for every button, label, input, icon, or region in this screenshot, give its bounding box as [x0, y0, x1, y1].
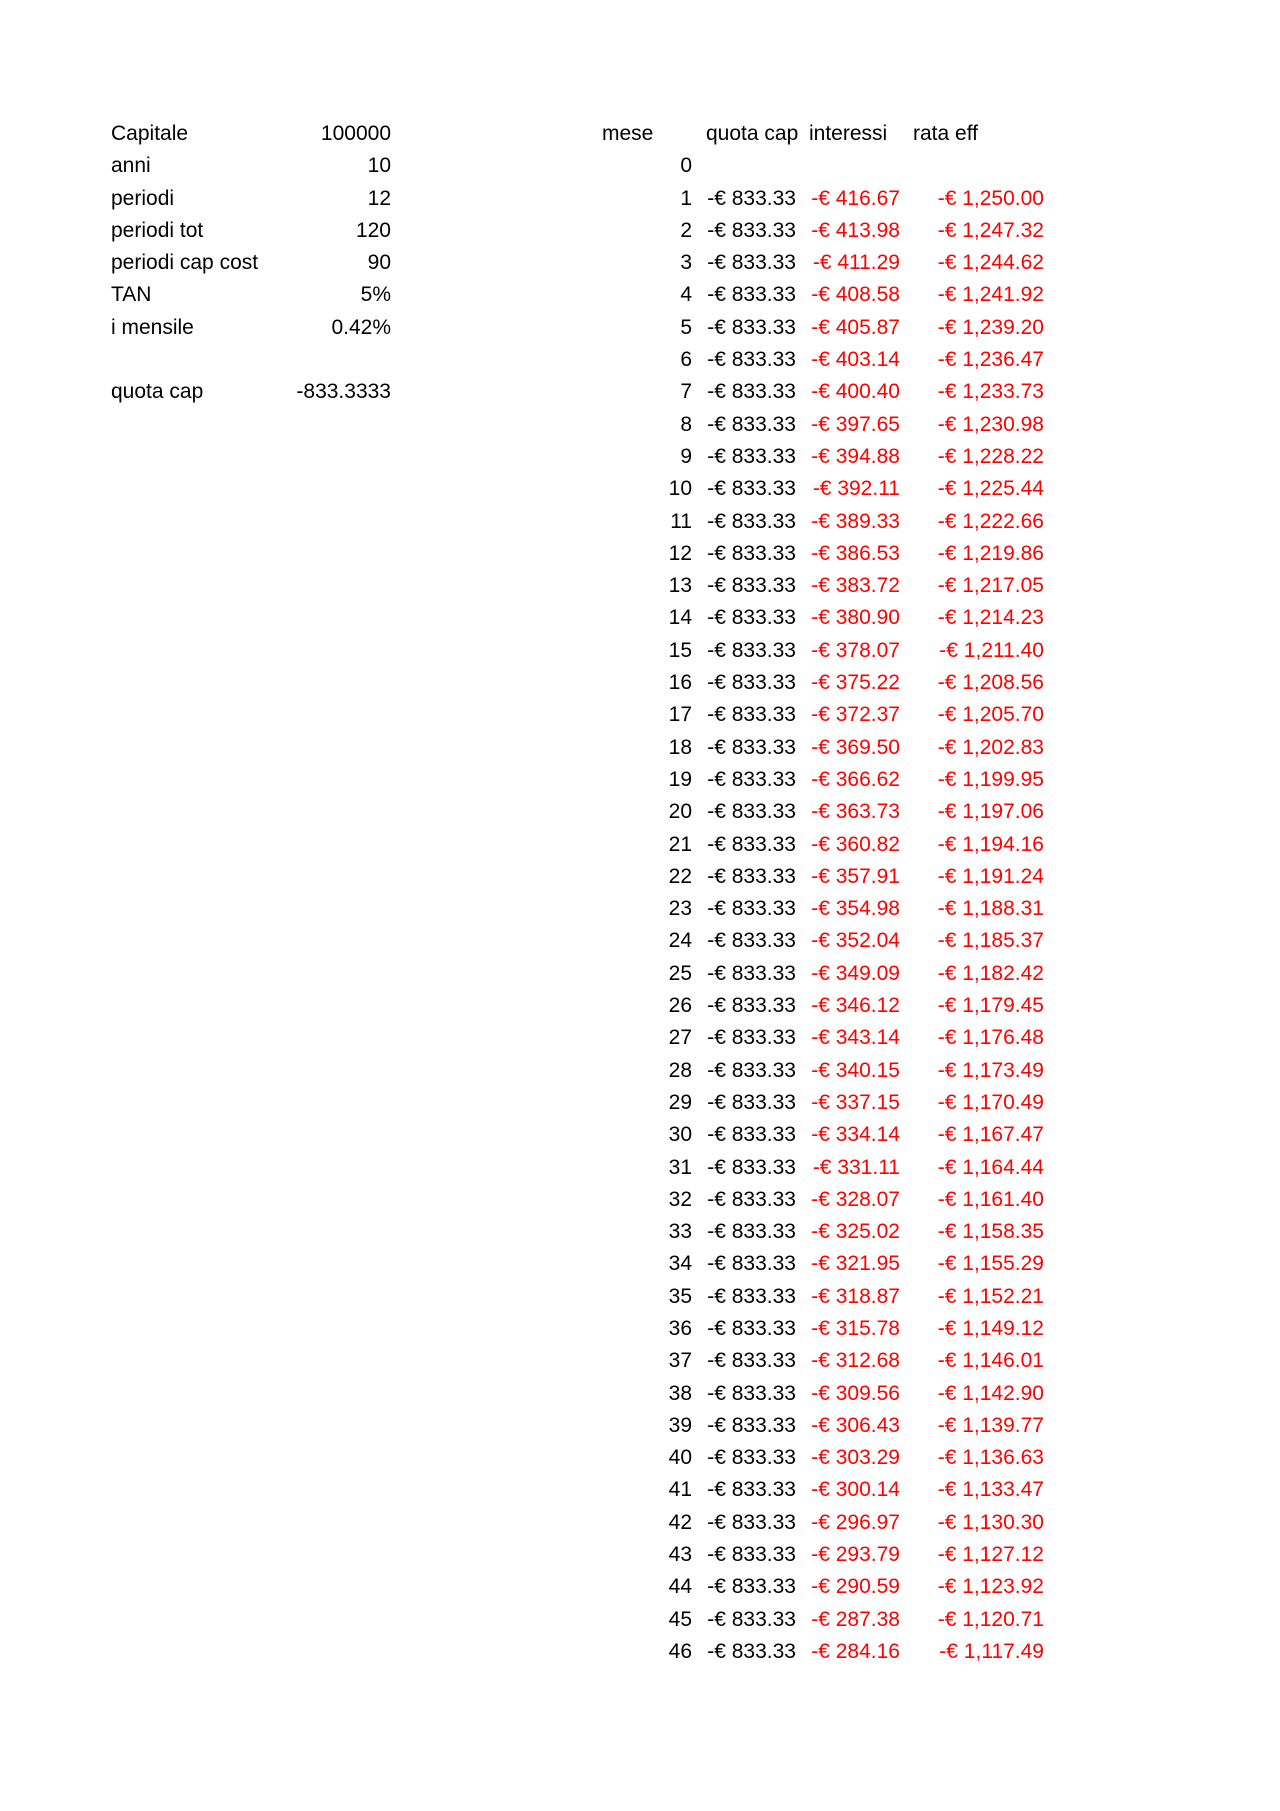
- cell-rata-eff: -€ 1,139.77: [937, 1413, 1044, 1437]
- cell-mese: 2: [680, 218, 692, 242]
- cell-mese: 24: [668, 929, 692, 953]
- param-value: 100000: [320, 122, 391, 145]
- cell-rata-eff: -€ 1,208.56: [937, 671, 1044, 695]
- cell-rata-eff: -€ 1,133.47: [937, 1478, 1044, 1502]
- cell-interessi: -€ 321.95: [811, 1252, 900, 1276]
- cell-rata-eff: -€ 1,211.40: [939, 638, 1044, 662]
- table-row: [590, 829, 1060, 861]
- spacer: [111, 344, 391, 376]
- cell-interessi: -€ 408.58: [811, 283, 900, 307]
- param-label: Capitale: [111, 122, 189, 145]
- cell-mese: 21: [668, 832, 692, 856]
- cell-quota-cap: -€ 833.33: [707, 541, 796, 565]
- cell-interessi: -€ 334.14: [811, 1123, 900, 1147]
- cell-quota-cap: -€ 833.33: [707, 1639, 796, 1663]
- cell-rata-eff: -€ 1,182.42: [937, 961, 1044, 985]
- table-row: [590, 183, 1060, 215]
- table-row: [590, 1378, 1060, 1410]
- cell-quota-cap: -€ 833.33: [707, 1543, 796, 1567]
- table-row: [590, 732, 1060, 764]
- table-row: [590, 1087, 1060, 1119]
- cell-rata-eff: -€ 1,142.90: [937, 1381, 1044, 1405]
- table-row: [590, 344, 1060, 376]
- cell-rata-eff: -€ 1,194.16: [937, 832, 1044, 856]
- cell-interessi: -€ 340.15: [811, 1058, 900, 1082]
- param-label: periodi: [111, 186, 175, 210]
- cell-quota-cap: -€ 833.33: [707, 929, 796, 953]
- cell-mese: 23: [668, 897, 692, 921]
- param-value: 90: [367, 251, 391, 275]
- cell-quota-cap: -€ 833.33: [707, 315, 796, 339]
- table-row: [590, 506, 1060, 538]
- table-row: [590, 473, 1060, 505]
- cell-quota-cap: -€ 833.33: [707, 444, 796, 468]
- table-row: [590, 1604, 1060, 1636]
- amortization-schedule: [590, 118, 1060, 1668]
- cell-mese: 33: [668, 1220, 692, 1244]
- cell-interessi: -€ 325.02: [811, 1220, 900, 1244]
- cell-quota-cap: -€ 833.33: [707, 1220, 796, 1244]
- cell-interessi: -€ 303.29: [811, 1446, 900, 1470]
- cell-quota-cap: -€ 833.33: [707, 1510, 796, 1534]
- cell-quota-cap: -€ 833.33: [707, 1026, 796, 1050]
- cell-quota-cap: -€ 833.33: [707, 1575, 796, 1599]
- cell-mese: 29: [668, 1090, 692, 1114]
- cell-interessi: -€ 380.90: [811, 606, 900, 630]
- cell-mese: 35: [668, 1284, 692, 1308]
- table-row: [590, 376, 1060, 408]
- cell-interessi: -€ 349.09: [811, 961, 900, 985]
- cell-rata-eff: -€ 1,217.05: [937, 574, 1044, 598]
- cell-rata-eff: -€ 1,185.37: [937, 929, 1044, 953]
- param-label: TAN: [111, 283, 152, 307]
- table-row: [590, 861, 1060, 893]
- cell-mese: 31: [668, 1155, 692, 1179]
- cell-quota-cap: -€ 833.33: [707, 348, 796, 372]
- cell-interessi: -€ 372.37: [811, 703, 900, 727]
- cell-quota-cap: -€ 833.33: [707, 897, 796, 921]
- cell-mese: 28: [668, 1058, 692, 1082]
- cell-rata-eff: -€ 1,244.62: [937, 251, 1044, 275]
- table-row: [590, 635, 1060, 667]
- cell-mese: 1: [680, 186, 692, 210]
- cell-interessi: -€ 369.50: [811, 735, 900, 759]
- cell-rata-eff: -€ 1,149.12: [937, 1316, 1044, 1340]
- cell-interessi: -€ 346.12: [811, 994, 900, 1018]
- cell-interessi: -€ 309.56: [811, 1381, 900, 1405]
- cell-rata-eff: -€ 1,250.00: [937, 186, 1044, 210]
- cell-interessi: -€ 296.97: [811, 1510, 900, 1534]
- cell-quota-cap: -€ 833.33: [707, 961, 796, 985]
- cell-mese: 10: [668, 477, 692, 501]
- cell-mese: 7: [680, 380, 692, 404]
- header-quota-cap: quota cap: [706, 122, 799, 145]
- schedule-row-zero: [590, 150, 1060, 182]
- param-label: i mensile: [111, 315, 194, 339]
- cell-mese: 37: [668, 1349, 692, 1373]
- cell-interessi: -€ 383.72: [811, 574, 900, 598]
- cell-mese: 38: [668, 1381, 692, 1405]
- table-row: [590, 1055, 1060, 1087]
- table-row: [590, 990, 1060, 1022]
- table-row: [590, 1281, 1060, 1313]
- cell-rata-eff: -€ 1,146.01: [937, 1349, 1044, 1373]
- cell-mese: 13: [668, 574, 692, 598]
- cell-quota-cap: -€ 833.33: [707, 1381, 796, 1405]
- param-value: 12: [367, 186, 391, 210]
- cell-quota-cap: -€ 833.33: [707, 1478, 796, 1502]
- cell-mese: 5: [680, 315, 692, 339]
- cell-interessi: -€ 378.07: [811, 638, 900, 662]
- cell-mese: 26: [668, 994, 692, 1018]
- table-row: [590, 796, 1060, 828]
- cell-mese: 36: [668, 1316, 692, 1340]
- table-row: [590, 667, 1060, 699]
- table-row: [590, 1184, 1060, 1216]
- cell-interessi: -€ 331.11: [812, 1155, 900, 1179]
- param-row: [111, 150, 391, 182]
- cell-mese: 40: [668, 1446, 692, 1470]
- cell-interessi: -€ 357.91: [811, 864, 900, 888]
- cell-quota-cap: -€ 833.33: [707, 509, 796, 533]
- cell-quota-cap: -€ 833.33: [707, 864, 796, 888]
- table-row: [590, 1474, 1060, 1506]
- schedule-rows: [590, 183, 1060, 1669]
- cell-quota-cap: -€ 833.33: [707, 1446, 796, 1470]
- cell-rata-eff: -€ 1,120.71: [937, 1607, 1044, 1631]
- cell-rata-eff: -€ 1,236.47: [937, 348, 1044, 372]
- table-row: [590, 764, 1060, 796]
- cell-mese: 18: [668, 735, 692, 759]
- param-label: anni: [111, 154, 151, 178]
- cell-interessi: -€ 328.07: [811, 1187, 900, 1211]
- cell-rata-eff: -€ 1,222.66: [937, 509, 1044, 533]
- cell-rata-eff: -€ 1,197.06: [937, 800, 1044, 824]
- cell-rata-eff: -€ 1,164.44: [937, 1155, 1044, 1179]
- param-value: 120: [355, 218, 391, 242]
- cell-rata-eff: -€ 1,241.92: [937, 283, 1044, 307]
- cell-interessi: -€ 386.53: [811, 541, 900, 565]
- table-row: [590, 1410, 1060, 1442]
- table-row: [590, 1119, 1060, 1151]
- cell-mese: 25: [668, 961, 692, 985]
- cell-rata-eff: -€ 1,161.40: [937, 1187, 1044, 1211]
- cell-quota-cap: -€ 833.33: [707, 1316, 796, 1340]
- cell-mese: 8: [680, 412, 692, 436]
- quota-cap-value: -833.3333: [296, 380, 391, 404]
- table-row: [590, 538, 1060, 570]
- cell-quota-cap: -€ 833.33: [707, 251, 796, 275]
- cell-mese: 39: [668, 1413, 692, 1437]
- table-row: [590, 893, 1060, 925]
- cell-interessi: -€ 416.67: [811, 186, 900, 210]
- cell-interessi: -€ 392.11: [812, 477, 900, 501]
- table-row: [590, 1539, 1060, 1571]
- cell-quota-cap: -€ 833.33: [707, 832, 796, 856]
- cell-rata-eff: -€ 1,205.70: [937, 703, 1044, 727]
- param-row: [111, 247, 391, 279]
- header-interessi: interessi: [809, 122, 888, 145]
- cell-mese: 19: [668, 767, 692, 791]
- cell-mese: 11: [670, 509, 692, 533]
- cell-quota-cap: -€ 833.33: [707, 703, 796, 727]
- cell-interessi: -€ 403.14: [811, 348, 900, 372]
- cell-interessi: -€ 354.98: [811, 897, 900, 921]
- cell-quota-cap: -€ 833.33: [707, 574, 796, 598]
- table-row: [590, 1507, 1060, 1539]
- cell-quota-cap: -€ 833.33: [707, 800, 796, 824]
- cell-mese: 27: [668, 1026, 692, 1050]
- table-row: [590, 570, 1060, 602]
- cell-interessi: -€ 400.40: [811, 380, 900, 404]
- cell-interessi: -€ 300.14: [811, 1478, 900, 1502]
- cell-quota-cap: -€ 833.33: [707, 380, 796, 404]
- cell-rata-eff: -€ 1,191.24: [937, 864, 1044, 888]
- cell-interessi: -€ 363.73: [811, 800, 900, 824]
- table-row: [590, 1216, 1060, 1248]
- cell-rata-eff: -€ 1,123.92: [937, 1575, 1044, 1599]
- cell-quota-cap: -€ 833.33: [707, 218, 796, 242]
- cell-mese: 6: [680, 348, 692, 372]
- cell-interessi: -€ 413.98: [811, 218, 900, 242]
- param-value: 0.42%: [331, 315, 391, 339]
- cell-interessi: -€ 343.14: [811, 1026, 900, 1050]
- cell-mese: 12: [668, 541, 692, 565]
- table-row: [590, 958, 1060, 990]
- cell-rata-eff: -€ 1,176.48: [937, 1026, 1044, 1050]
- cell-quota-cap: -€ 833.33: [707, 638, 796, 662]
- cell-interessi: -€ 287.38: [811, 1607, 900, 1631]
- cell-rata-eff: -€ 1,179.45: [937, 994, 1044, 1018]
- cell-rata-eff: -€ 1,155.29: [937, 1252, 1044, 1276]
- cell-interessi: -€ 318.87: [811, 1284, 900, 1308]
- cell-mese: 4: [680, 283, 692, 307]
- cell-rata-eff: -€ 1,199.95: [937, 767, 1044, 791]
- cell-mese: 45: [668, 1607, 692, 1631]
- cell-quota-cap: -€ 833.33: [707, 606, 796, 630]
- cell-mese: 15: [668, 638, 692, 662]
- cell-rata-eff: -€ 1,127.12: [937, 1543, 1044, 1567]
- cell-quota-cap: -€ 833.33: [707, 1058, 796, 1082]
- cell-mese: 30: [668, 1123, 692, 1147]
- cell-interessi: -€ 375.22: [811, 671, 900, 695]
- param-row: [111, 215, 391, 247]
- cell-rata-eff: -€ 1,214.23: [937, 606, 1044, 630]
- cell-mese: 20: [668, 800, 692, 824]
- cell-quota-cap: -€ 833.33: [707, 767, 796, 791]
- cell-quota-cap: -€ 833.33: [707, 994, 796, 1018]
- cell-quota-cap: -€ 833.33: [707, 1090, 796, 1114]
- cell-quota-cap: -€ 833.33: [707, 1123, 796, 1147]
- cell-quota-cap: -€ 833.33: [707, 1155, 796, 1179]
- header-mese: mese: [602, 122, 654, 145]
- cell-mese: 17: [668, 703, 692, 727]
- cell-mese: 14: [668, 606, 692, 630]
- table-row: [590, 1022, 1060, 1054]
- cell-mese: 43: [668, 1543, 692, 1567]
- cell-rata-eff: -€ 1,247.32: [937, 218, 1044, 242]
- cell-interessi: -€ 315.78: [811, 1316, 900, 1340]
- cell-rata-eff: -€ 1,219.86: [937, 541, 1044, 565]
- cell-quota-cap: -€ 833.33: [707, 671, 796, 695]
- cell-quota-cap: -€ 833.33: [707, 283, 796, 307]
- cell-quota-cap: -€ 833.33: [707, 477, 796, 501]
- cell-rata-eff: -€ 1,158.35: [937, 1220, 1044, 1244]
- table-row: [590, 925, 1060, 957]
- cell-mese: 16: [668, 671, 692, 695]
- table-row: [590, 312, 1060, 344]
- cell-quota-cap: -€ 833.33: [707, 1413, 796, 1437]
- cell-rata-eff: -€ 1,202.83: [937, 735, 1044, 759]
- cell-rata-eff: -€ 1,117.49: [939, 1639, 1044, 1663]
- schedule-header: [590, 118, 1060, 150]
- cell-interessi: -€ 366.62: [811, 767, 900, 791]
- table-row: [590, 1571, 1060, 1603]
- cell-rata-eff: -€ 1,136.63: [937, 1446, 1044, 1470]
- cell-rata-eff: -€ 1,188.31: [937, 897, 1044, 921]
- cell-mese: 34: [668, 1252, 692, 1276]
- table-row: [590, 409, 1060, 441]
- cell-interessi: -€ 290.59: [811, 1575, 900, 1599]
- param-row: [111, 183, 391, 215]
- table-row: [590, 1313, 1060, 1345]
- cell-interessi: -€ 405.87: [811, 315, 900, 339]
- cell-rata-eff: -€ 1,152.21: [937, 1284, 1044, 1308]
- cell-interessi: -€ 337.15: [811, 1090, 900, 1114]
- cell-quota-cap: -€ 833.33: [707, 1252, 796, 1276]
- cell-mese: 41: [668, 1478, 692, 1502]
- cell-quota-cap: -€ 833.33: [707, 186, 796, 210]
- cell-rata-eff: -€ 1,225.44: [937, 477, 1044, 501]
- cell-interessi: -€ 389.33: [811, 509, 900, 533]
- cell-quota-cap: -€ 833.33: [707, 1187, 796, 1211]
- cell-interessi: -€ 397.65: [811, 412, 900, 436]
- cell-quota-cap: -€ 833.33: [707, 735, 796, 759]
- cell-mese: 9: [680, 444, 692, 468]
- cell-rata-eff: -€ 1,167.47: [937, 1123, 1044, 1147]
- table-row: [590, 441, 1060, 473]
- cell-rata-eff: -€ 1,173.49: [937, 1058, 1044, 1082]
- table-row: [590, 1152, 1060, 1184]
- cell-interessi: -€ 394.88: [811, 444, 900, 468]
- cell-interessi: -€ 293.79: [811, 1543, 900, 1567]
- param-row: [111, 279, 391, 311]
- table-row: [590, 1345, 1060, 1377]
- cell-mese: 3: [680, 251, 692, 275]
- quota-cap-row: [111, 376, 391, 408]
- param-label: periodi cap cost: [111, 251, 259, 275]
- table-row: [590, 699, 1060, 731]
- table-row: [590, 247, 1060, 279]
- quota-cap-label: quota cap: [111, 380, 204, 404]
- cell-mese: 46: [668, 1639, 692, 1663]
- cell-mese: 22: [668, 864, 692, 888]
- cell-interessi: -€ 306.43: [811, 1413, 900, 1437]
- cell-rata-eff: -€ 1,170.49: [937, 1090, 1044, 1114]
- cell-quota-cap: -€ 833.33: [707, 1349, 796, 1373]
- param-row: [111, 118, 391, 150]
- table-row: [590, 602, 1060, 634]
- param-value: 5%: [360, 283, 391, 307]
- cell-rata-eff: -€ 1,230.98: [937, 412, 1044, 436]
- table-row: [590, 1636, 1060, 1668]
- cell-mese: 42: [668, 1510, 692, 1534]
- cell-interessi: -€ 284.16: [811, 1639, 900, 1663]
- table-row: [590, 1442, 1060, 1474]
- cell-interessi: -€ 352.04: [811, 929, 900, 953]
- table-row: [590, 279, 1060, 311]
- table-row: [590, 215, 1060, 247]
- param-row: [111, 312, 391, 344]
- cell-mese: 0: [680, 154, 692, 178]
- cell-rata-eff: -€ 1,233.73: [937, 380, 1044, 404]
- cell-quota-cap: -€ 833.33: [707, 1284, 796, 1308]
- cell-interessi: -€ 360.82: [811, 832, 900, 856]
- cell-mese: 32: [668, 1187, 692, 1211]
- table-row: [590, 1248, 1060, 1280]
- cell-interessi: -€ 312.68: [811, 1349, 900, 1373]
- cell-rata-eff: -€ 1,130.30: [937, 1510, 1044, 1534]
- cell-rata-eff: -€ 1,239.20: [937, 315, 1044, 339]
- param-value: 10: [367, 154, 391, 178]
- cell-mese: 44: [668, 1575, 692, 1599]
- loan-parameters: [111, 118, 391, 409]
- header-rata-eff: rata eff: [913, 122, 978, 145]
- param-label: periodi tot: [111, 218, 204, 242]
- cell-rata-eff: -€ 1,228.22: [937, 444, 1044, 468]
- cell-quota-cap: -€ 833.33: [707, 412, 796, 436]
- cell-interessi: -€ 411.29: [812, 251, 900, 275]
- cell-quota-cap: -€ 833.33: [707, 1607, 796, 1631]
